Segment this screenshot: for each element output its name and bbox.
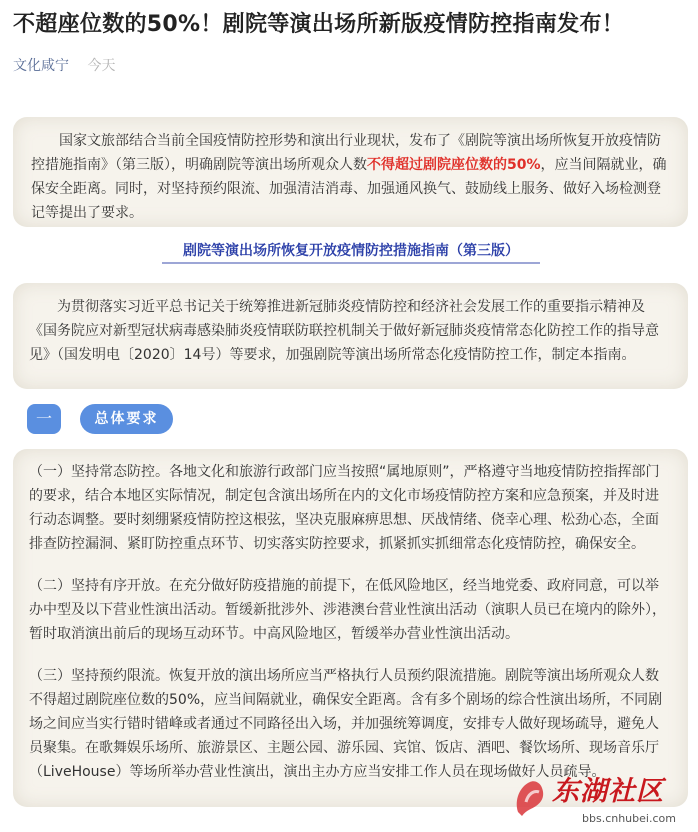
intro-highlight: 不得超过剧院座位数的50% [367,157,541,173]
section-paragraph-2: （二）坚持有序开放。在充分做好防疫措施的前提下，在低风险地区，经当地党委、政府同意，可以举办中型及以下营业性演出活动。暂缓新批涉外、涉港澳台营业性演出活动（演职人员已在境内的除外），暂时取消演出前后的现场互动环节。中高风险地区，暂缓举办营业性演出活动。 [29,578,666,642]
intro-text-part2: ，应当间隔就业，确保安全距离。同时，对坚持预约限流、加强清洁消毒、加强通风换气、鼓励线上服务、做好入场检测登记等提出了要求。 [31,157,667,221]
intro-card [13,117,688,227]
site-watermark [512,772,698,832]
article-title: 不超座位数的50%！剧院等演出场所新版疫情防控指南发布！ [13,12,625,37]
guide-subtitle: 剧院等演出场所恢复开放疫情防控措施指南（第三版） [162,240,540,264]
section-paragraph-3: （三）坚持预约限流。恢复开放的演出场所应当严格执行人员预约限流措施。剧院等演出场所观众人数不得超过剧院座位数的50%，应当间隔就业，确保安全距离。含有多个剧场的综合性演出场所，不同剧场之间应当实行错时错峰或者通过不同路径出入场，并加强统筹调度，安排专人做好现场疏导，避免人员聚集。在歌舞娱乐场所、旅游景区、主题公园、游乐园、宾馆、饭店、酒吧、餐饮场所、现场音乐厅（LiveHouse）等场所举办营业性演出，演出主办方应当安排工作人员在现场做好人员疏导。 [29,668,663,780]
section-number-badge: 一 [27,404,61,434]
publish-date: 今天 [87,58,116,74]
section-content-card [13,449,688,807]
article-meta [13,57,115,75]
section-paragraph-1: （一）坚持常态防控。各地文化和旅游行政部门应当按照“属地原则”，严格遵守当地疫情防控指挥部门的要求，结合本地区实际情况，制定包含演出场所在内的文化市场疫情防控方案和应急预案，并及时进行动态调整。要时刻绷紧疫情防控这根弦，坚决克服麻痹思想、厌战情绪、侥幸心理、松劲心态，全面排查防控漏洞、紧盯防控重点环节、切实落实防控要求，抓紧抓实抓细常态化疫情防控，确保安全。 [29,464,660,552]
preamble-paragraph: 为贯彻落实习近平总书记关于统筹推进新冠肺炎疫情防控和经济社会发展工作的重要指示精神及《国务院应对新型冠状病毒感染肺炎疫情联防联控机制关于做好新冠肺炎疫情常态化防控工作的指导意见》（国发明电〔2020〕14号）等要求，加强剧院等演出场所常态化疫情防控工作，制定本指南。 [29,299,659,363]
intro-paragraph [31,129,670,225]
preamble-card [13,283,688,389]
watermark-text: 东湖社区 [552,776,664,807]
source-account-link[interactable]: 文化咸宁 [13,58,69,74]
watermark-url: bbs.cnhubei.com [582,812,676,825]
hand-logo-icon [512,772,552,818]
intro-text-part1: 国家文旅部结合当前全国疫情防控形势和演出行业现状，发布了《剧院等演出场所恢复开放疫情防控措施指南》（第三版），明确剧院等演出场所观众人数 [31,133,661,173]
section-heading-badge: 总体要求 [80,404,173,434]
